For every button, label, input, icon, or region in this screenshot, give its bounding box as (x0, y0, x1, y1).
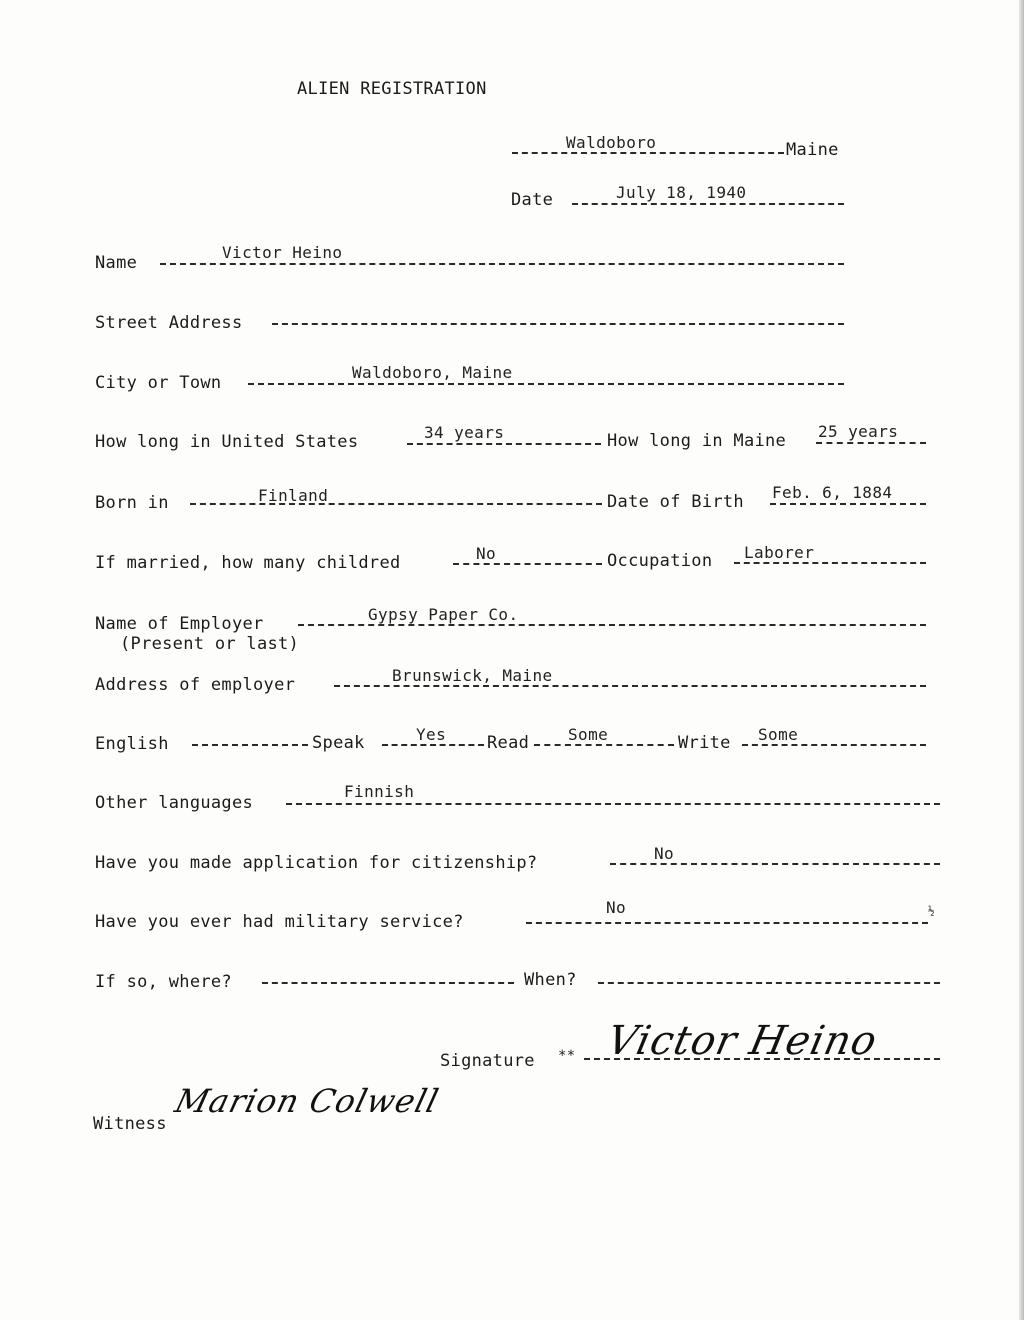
write-label: Write (678, 733, 731, 753)
children-rule (453, 563, 602, 565)
how-long-us-label: How long in United States (95, 432, 359, 452)
military-value: No (606, 898, 627, 917)
signature-label: Signature (440, 1051, 535, 1071)
witness-handwriting: Marion Colwell (171, 1082, 443, 1120)
date-rule (572, 203, 844, 205)
military-rule (526, 922, 928, 924)
read-rule (534, 744, 674, 746)
form-title: ALIEN REGISTRATION (297, 79, 487, 99)
english-rule (192, 744, 308, 746)
city-label: City or Town (95, 373, 222, 393)
city-value: Waldoboro, Maine (352, 363, 513, 382)
write-rule (742, 744, 926, 746)
employer-value: Gypsy Paper Co. (368, 605, 519, 624)
military-label: Have you ever had military service? (95, 912, 464, 932)
born-in-rule (190, 503, 602, 505)
born-in-label: Born in (95, 493, 169, 513)
military-mark: ½ (928, 904, 935, 917)
place-rule (512, 152, 784, 154)
employer-address-value: Brunswick, Maine (392, 666, 553, 685)
how-long-us-rule (407, 443, 601, 445)
employer-rule (298, 624, 926, 626)
name-label: Name (95, 253, 138, 273)
place-town: Waldoboro (566, 133, 657, 152)
employer-sublabel: (Present or last) (120, 634, 300, 654)
date-value: July 18, 1940 (616, 183, 747, 202)
speak-label: Speak (312, 733, 365, 753)
where-label: If so, where? (95, 972, 232, 992)
children-label: If married, how many childred (95, 553, 401, 573)
signature-handwriting: Victor Heino (603, 1018, 882, 1064)
employer-address-label: Address of employer (95, 675, 296, 695)
other-languages-rule (286, 803, 940, 805)
children-value: No (476, 544, 497, 563)
witness-label: Witness (93, 1114, 167, 1134)
name-rule (160, 263, 844, 265)
date-of-birth-label: Date of Birth (607, 492, 744, 512)
date-of-birth-value: Feb. 6, 1884 (772, 483, 893, 502)
date-label: Date (511, 190, 554, 210)
occupation-label: Occupation (607, 551, 713, 571)
citizenship-value: No (654, 844, 675, 863)
where-rule (262, 982, 514, 984)
english-label: English (95, 734, 169, 754)
occupation-rule (734, 562, 926, 564)
speak-value: Yes (416, 725, 447, 744)
how-long-maine-value: 25 years (818, 422, 899, 441)
when-label: When? (524, 970, 577, 990)
occupation-value: Laborer (744, 543, 815, 562)
signature-marker: ** (558, 1048, 576, 1064)
citizenship-label: Have you made application for citizenship? (95, 853, 538, 873)
how-long-maine-rule (816, 442, 926, 444)
born-in-value: Finland (258, 486, 329, 505)
how-long-us-value: 34 years (424, 423, 505, 442)
read-value: Some (568, 725, 609, 744)
city-rule (248, 383, 844, 385)
speak-rule (382, 744, 484, 746)
page-edge (1019, 0, 1024, 1320)
read-label: Read (487, 733, 530, 753)
how-long-maine-label: How long in Maine (607, 431, 787, 451)
date-of-birth-rule (770, 503, 926, 505)
other-languages-value: Finnish (344, 782, 415, 801)
street-label: Street Address (95, 313, 243, 333)
street-rule (272, 323, 844, 325)
name-value: Victor Heino (222, 243, 343, 262)
when-rule (598, 982, 940, 984)
other-languages-label: Other languages (95, 793, 254, 813)
employer-label: Name of Employer (95, 614, 264, 634)
citizenship-rule (610, 863, 940, 865)
place-state: Maine (786, 140, 839, 160)
employer-address-rule (334, 685, 926, 687)
write-value: Some (758, 725, 799, 744)
